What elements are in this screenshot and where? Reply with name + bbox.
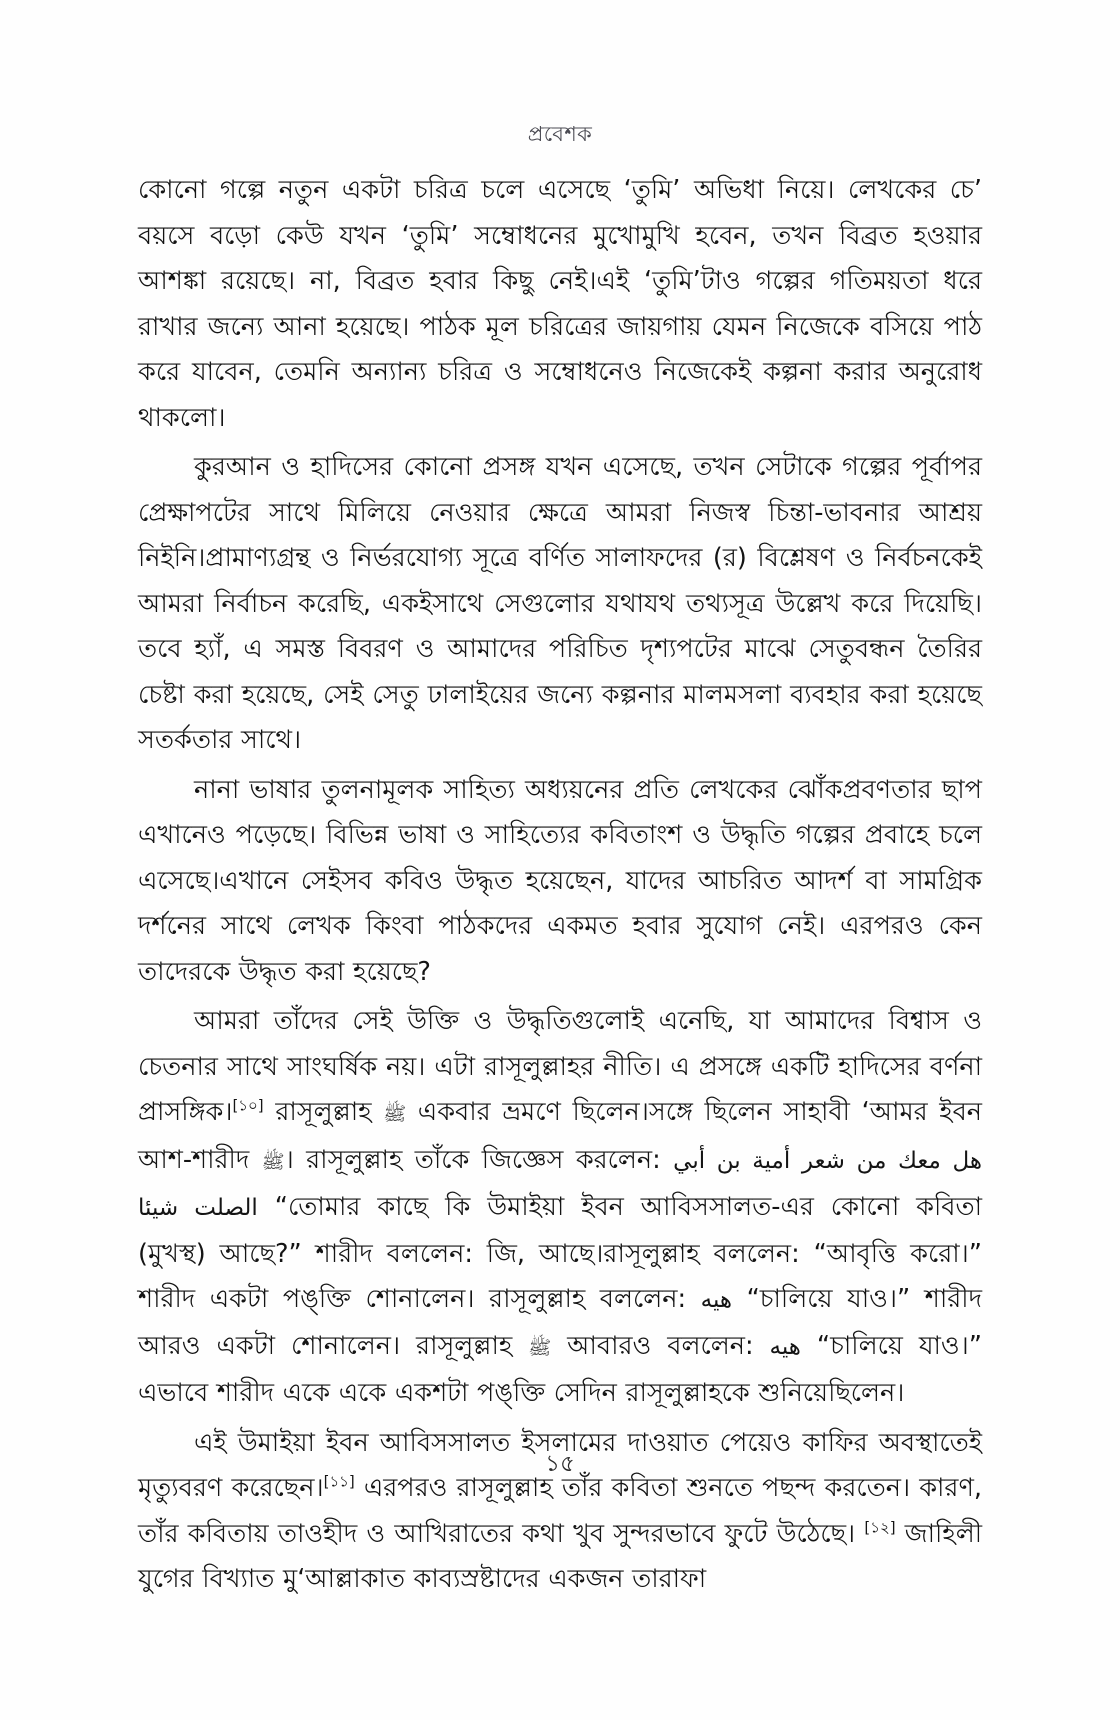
para4-segment-3: একবার ভ্রমণে ছিলেন।সঙ্গে ছিলেন সাহাবী ‘আমর ইবন আশ-শারীদ: [138, 1097, 982, 1175]
para4-segment-5: “তোমার কাছে কি উমাইয়া ইবন আবিসসালত-এর কোনো কবিতা (মুখস্থ) আছে?” শারীদ বললেন: জি, আছে।রাসূলুল্লাহ বললেন: “আবৃত্তি করো।” শারীদ একটা পঙ্‌ক্তি শোনালেন। রাসূলুল্লাহ বললেন:: [138, 1192, 983, 1314]
para4-segment-7: আবারও বললেন:: [551, 1330, 770, 1361]
arabic-quote-3: هيه: [769, 1333, 801, 1360]
footnote-marker-11[interactable]: [১১]: [323, 1472, 355, 1491]
para4-segment-6: “চালিয়ে যাও।” শারীদ আরও একটা শোনালেন। রাসূলুল্লাহ: [138, 1284, 982, 1361]
para4-segment-8: “চালিয়ে যাও।” এভাবে শারীদ একে একে একশটা পঙ্‌ক্তি সেদিন রাসূলুল্লাহকে শুনিয়েছিলেন।: [138, 1330, 983, 1408]
salawat-symbol-icon: ﷺ: [383, 1103, 407, 1125]
page-header-title: প্রবেশক: [527, 122, 593, 146]
para5-segment-1: এই উমাইয়া ইবন আবিসসালত ইসলামের দাওয়াত পেয়েও কাফির অবস্থাতেই মৃত্যুবরণ করেছেন।: [138, 1427, 982, 1503]
para4-segment-4: । রাসূলুল্লাহ তাঁকে জিজ্ঞেস করলেন:: [284, 1144, 674, 1175]
page-content: [138, 168, 982, 1607]
arabic-quote-1: هل معك من شعر أمية بن أبي الصلت شيئا: [138, 1147, 982, 1221]
footnote-marker-12[interactable]: [১২]: [864, 1518, 896, 1536]
para4-segment-2: রাসূলুল্লাহ: [263, 1097, 384, 1127]
paragraph-1: কোনো গল্পে নতুন একটা চরিত্র চলে এসেছে ‘তুমি’ অভিধা নিয়ে। লেখকের চে’ বয়সে বড়ো কেউ যখন ‘তুমি’ সম্বোধনের মুখোমুখি হবেন, তখন বিব্রত হওয়ার আশঙ্কা রয়েছে। না, বিব্রত হবার কিছু নেই।এই ‘তুমি’টাও গল্পের গতিময়তা ধরে রাখার জন্যে আনা হয়েছে। পাঠক মূল চরিত্রের জায়গায় যেমন নিজেকে বসিয়ে পাঠ করে যাবেন, তেমনি অন্যান্য চরিত্র ও সম্বোধনেও নিজেকেই কল্পনা করার অনুরোধ থাকলো।: [138, 175, 982, 433]
para5-segment-3: জাহিলী যুগের বিখ্যাত মু‘আল্লাকাত কাব্যস্রষ্টাদের একজন তারাফা: [138, 1518, 982, 1594]
page-number: ১৫: [545, 1451, 575, 1477]
arabic-quote-2: هيه: [700, 1287, 733, 1313]
salawat-symbol-icon-2: ﷺ: [528, 1336, 552, 1359]
para5-segment-2: এরপরও রাসূলুল্লাহ তাঁর কবিতা শুনতে পছন্দ করতেন। কারণ, তাঁর কবিতায় তাওহীদ ও আখিরাতের কথা খুব সুন্দরভাবে ফুটে উঠেছে।: [138, 1473, 982, 1549]
para4-segment-1: আমরা তাঁদের সেই উক্তি ও উদ্ধৃতিগুলোই এনেছি, যা আমাদের বিশ্বাস ও চেতনার সাথে সাংঘর্ষিক নয়। এটা রাসূলুল্লাহর নীতি। এ প্রসঙ্গে একটি হাদিসের বর্ণনা প্রাসঙ্গিক।: [138, 1006, 982, 1127]
radiallahu-symbol-icon: ﷺ: [261, 1150, 285, 1173]
paragraph-3: নানা ভাষার তুলনামূলক সাহিত্য অধ্যয়নের প্রতি লেখকের ঝোঁকপ্রবণতার ছাপ এখানেও পড়েছে। বিভিন্ন ভাষা ও সাহিত্যের কবিতাংশ ও উদ্ধৃতি গল্পের প্রবাহে চলে এসেছে।এখানে সেইসব কবিও উদ্ধৃত হয়েছেন, যাদের আচরিত আদর্শ বা সামগ্রিক দর্শনের সাথে লেখক কিংবা পাঠকদের একমত হবার সুযোগ নেই। এরপরও কেন তাদেরকে উদ্ধৃত করা হয়েছে?: [138, 774, 982, 987]
paragraph-2: কুরআন ও হাদিসের কোনো প্রসঙ্গ যখন এসেছে, তখন সেটাকে গল্পের পূর্বাপর প্রেক্ষাপটের সাথে মিলিয়ে নেওয়ার ক্ষেত্রে আমরা নিজস্ব চিন্তা-ভাবনার আশ্রয় নিইনি।প্রামাণ্যগ্রন্থ ও নির্ভরযোগ্য সূত্রে বর্ণিত সালাফদের (র) বিশ্লেষণ ও নির্বচনকেই আমরা নির্বাচন করেছি, একইসাথে সেগুলোর যথাযথ তথ্যসূত্র উল্লেখ করে দিয়েছি। তবে হ্যাঁ, এ সমস্ত বিবরণ ও আমাদের পরিচিত দৃশ্যপটের মাঝে সেতুবন্ধন তৈরির চেষ্টা করা হয়েছে, সেই সেতু ঢালাইয়ের জন্যে কল্পনার মালমসলা ব্যবহার করা হয়েছে সতর্কতার সাথে।: [138, 452, 982, 755]
footnote-marker-10[interactable]: [১০]: [232, 1096, 264, 1115]
paragraph-4: [138, 999, 982, 1417]
